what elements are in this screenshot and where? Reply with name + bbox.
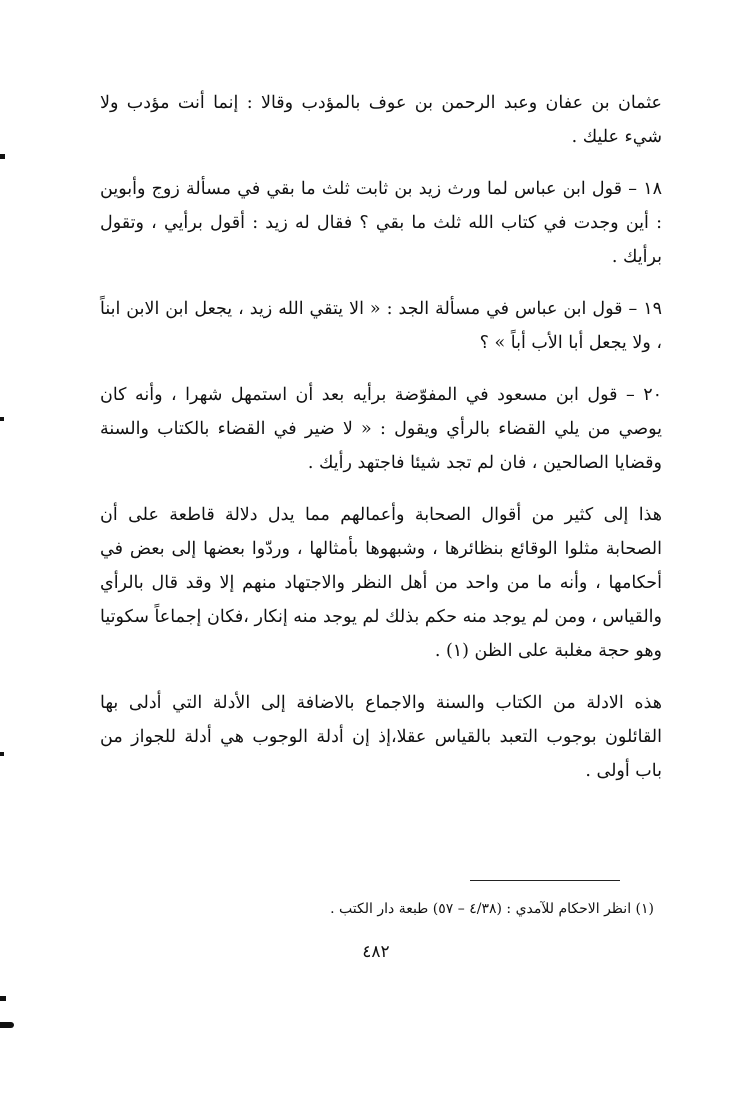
paragraph-companions-consensus: هذا إلى كثير من أقوال الصحابة وأعمالهم مما يدل دلالة قاطعة على أن الصحابة مثلوا الوقائع بنظائرها ، وشبهوها بأمثالها ، وردّوا بعضها إلى بعض في أحكامها ، وأنه ما من واحد من أهل النظر والاجتهاد منهم إلا وقد قال بالرأي والقياس ، ومن لم يوجد منه حكم بذلك لم يوجد منه إنكار ،فكان إجماعاً سكوتيا وهو حجة مغلبة على الظن (١) . [100,505,662,661]
paragraph-18: ١٨ – قول ابن عباس لما ورث زيد بن ثابت ثلث ما بقي في مسألة زوج وأبوين : أين وجدت في كتاب الله ثلث ما بقي ؟ فقال له زيد : أقول برأيي ، وتقول برأيك . [100,179,662,267]
scan-edge-mark [0,996,6,1001]
footnote: (١) انظر الاحكام للآمدي : (٤/٣٨ – ٥٧) طبعة دار الكتب . [330,901,654,917]
paragraph-20: ٢٠ – قول ابن مسعود في المفوّضة برأيه بعد أن استمهل شهرا ، وأنه كان يوصي من يلي القضاء بالرأي ويقول : « لا ضير في القضاء بالكتاب والسنة وقضايا الصالحين ، فان لم تجد شيئا فاجتهد رأيك . [100,385,662,473]
scan-edge-mark [0,154,5,159]
paragraph-continuation: عثمان بن عفان وعبد الرحمن بن عوف بالمؤدب وقالا : إنما أنت مؤدب ولا شيء عليك . [100,93,662,147]
footnote-divider [470,880,620,881]
scan-edge-mark [0,417,4,421]
paragraph-conclusion: هذه الادلة من الكتاب والسنة والاجماع بالاضافة إلى الأدلة التي أدلى بها القائلون بوجوب التعبد بالقياس عقلا،إذ إن أدلة الوجوب هي أدلة للجواز من باب أولى . [100,693,662,781]
scan-edge-mark [0,752,4,756]
page-number: ٤٨٢ [362,942,390,962]
main-text [100,86,662,806]
paragraph-19: ١٩ – قول ابن عباس في مسألة الجد : « الا يتقي الله زيد ، يجعل ابن الابن ابناً ، ولا يجعل أبا الأب أباً » ؟ [100,299,662,353]
scan-edge-mark [0,1022,14,1028]
